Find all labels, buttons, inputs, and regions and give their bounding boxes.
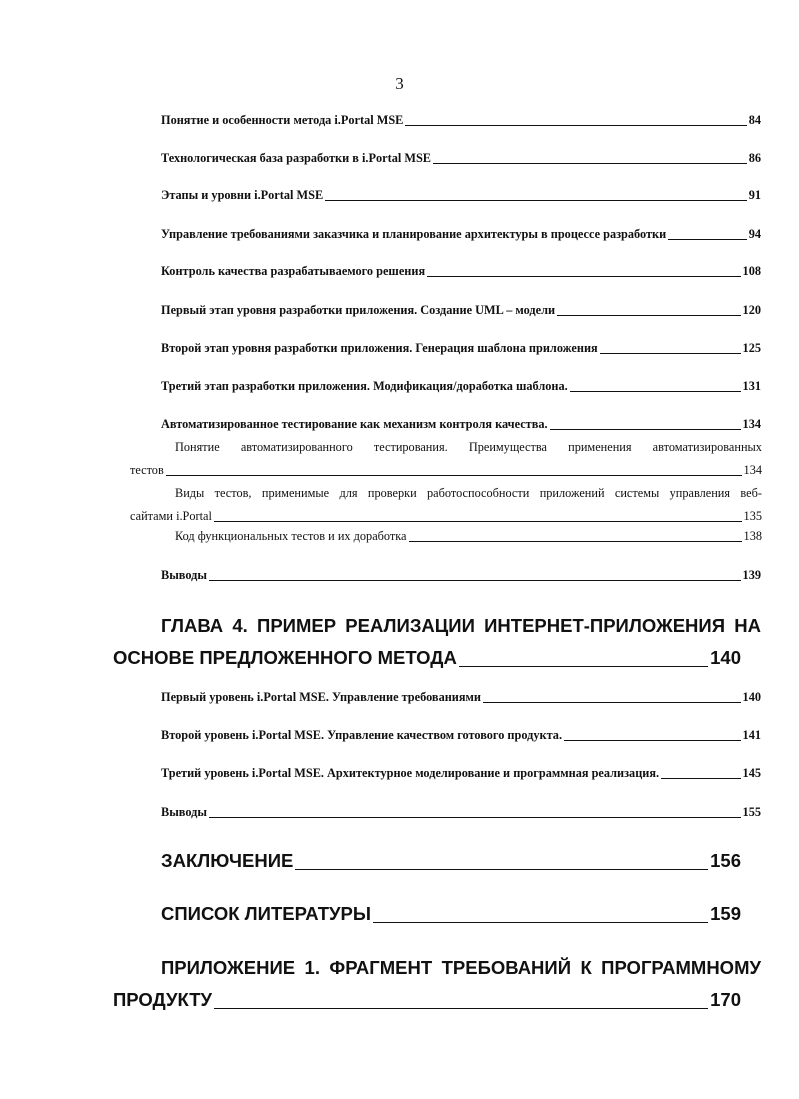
- toc-subentry[interactable]: [130, 486, 762, 524]
- toc-chapter-leader: [214, 1008, 708, 1009]
- toc-chapter-leader: [373, 922, 708, 923]
- word: Виды: [175, 486, 205, 500]
- toc-entry-title: Третий этап разработки приложения. Модификация/доработка шаблона.: [161, 379, 568, 393]
- word: ПРОГРАММНОМУ: [601, 957, 761, 978]
- toc-entry-title: Управление требованиями заказчика и планирование архитектуры в процессе разработки: [161, 227, 667, 241]
- toc-entry-leader: [427, 276, 740, 277]
- toc-chapter-title: ПРОДУКТУ: [113, 989, 213, 1010]
- toc-entry-page: 139: [742, 568, 761, 582]
- toc-subentry-title: сайтами i.Portal: [130, 509, 212, 523]
- toc-subentry[interactable]: [130, 440, 762, 478]
- word: К: [580, 957, 592, 978]
- toc-entry[interactable]: [161, 766, 761, 781]
- toc-subentry-line2: [130, 463, 762, 478]
- toc-subentry-page: 138: [743, 529, 762, 543]
- word: 4.: [232, 615, 248, 636]
- word: применения: [568, 440, 632, 454]
- toc-chapter-leader: [295, 869, 708, 870]
- toc-entry-page: 145: [742, 766, 761, 780]
- toc-entry-title: Контроль качества разрабатываемого решения: [161, 264, 426, 278]
- word: Понятие: [175, 440, 220, 454]
- toc-entry-leader: [325, 200, 747, 201]
- toc-subentry-title: Код функциональных тестов и их доработка: [175, 529, 407, 543]
- toc-entry-page: 94: [748, 227, 761, 241]
- word: Преимущества: [468, 440, 547, 454]
- word: ГЛАВА: [161, 615, 224, 636]
- page-number: 3: [395, 74, 404, 93]
- chapter-line1: [113, 957, 761, 979]
- word: ФРАГМЕНТ: [329, 957, 433, 978]
- toc-appendix-1[interactable]: [113, 957, 761, 1011]
- toc-entry-page: 131: [742, 379, 761, 393]
- toc-entry-leader: [483, 702, 741, 703]
- toc-entry-page: 91: [748, 188, 761, 202]
- toc-entry-page: 140: [742, 690, 761, 704]
- toc-entry-leader: [564, 740, 741, 741]
- toc-entry[interactable]: [161, 341, 761, 356]
- chapter-line1: [113, 615, 761, 637]
- toc-entry-leader: [661, 778, 740, 779]
- toc-entry-leader: [209, 580, 741, 581]
- toc-entry-title: Выводы: [161, 805, 207, 819]
- toc-chapter-title: ОСНОВЕ ПРЕДЛОЖЕННОГО МЕТОДА: [113, 647, 457, 668]
- toc-entry[interactable]: [161, 188, 761, 203]
- word: ПРИЛОЖЕНИЕ: [161, 957, 296, 978]
- chapter-line2: [113, 647, 741, 669]
- toc-entry-leader: [557, 315, 740, 316]
- toc-subentry-leader: [409, 541, 742, 542]
- toc-subentry-line2: [130, 509, 762, 524]
- word: ПРИМЕР: [257, 615, 337, 636]
- toc-entry-title: Первый этап уровня разработки приложения. Создание UML – модели: [161, 303, 556, 317]
- word: автоматизированных: [652, 440, 762, 454]
- toc-references[interactable]: [161, 903, 741, 925]
- word: ИНТЕРНЕТ-ПРИЛОЖЕНИЯ: [484, 615, 725, 636]
- toc-entry-page: 125: [742, 341, 761, 355]
- toc-entry-page: 108: [742, 264, 761, 278]
- word: управления: [669, 486, 731, 500]
- toc-chapter-title: ЗАКЛЮЧЕНИЕ: [161, 850, 294, 871]
- toc-entry-title: Первый уровень i.Portal MSE. Управление требованиями: [161, 690, 482, 704]
- toc-entry-conclusions[interactable]: [161, 568, 761, 583]
- toc-subentry-line1: [130, 440, 762, 455]
- toc-entry-title: Второй уровень i.Portal MSE. Управление качеством готового продукта.: [161, 728, 563, 742]
- word: применимые: [261, 486, 330, 500]
- toc-entry-leader: [600, 353, 741, 354]
- toc-subentry-leader: [214, 521, 742, 522]
- word: РЕАЛИЗАЦИИ: [345, 615, 475, 636]
- toc-entry[interactable]: [161, 728, 761, 743]
- word: 1.: [304, 957, 320, 978]
- word: работоспособности: [427, 486, 530, 500]
- toc-chapter-page: 170: [710, 989, 741, 1010]
- toc-chapter-page: 140: [710, 647, 741, 668]
- toc-entry[interactable]: [161, 227, 761, 242]
- toc-conclusion[interactable]: [161, 850, 741, 872]
- word: НА: [734, 615, 761, 636]
- toc-entry-title: Третий уровень i.Portal MSE. Архитектурное моделирование и программная реализация.: [161, 766, 660, 780]
- toc-entry-page: 134: [742, 417, 761, 431]
- toc-entry-leader: [209, 817, 741, 818]
- toc-entry-page: 141: [742, 728, 761, 742]
- toc-entry-title: Технологическая база разработки в i.Portal MSE: [161, 151, 431, 165]
- toc-entry-title: Автоматизированное тестирование как механизм контроля качества.: [161, 417, 548, 431]
- toc-subentry[interactable]: [175, 529, 762, 544]
- toc-entry[interactable]: [161, 151, 761, 166]
- toc-entry[interactable]: [161, 805, 761, 820]
- toc-entry-leader: [550, 429, 741, 430]
- word: системы: [614, 486, 660, 500]
- toc-entry-page: 120: [742, 303, 761, 317]
- toc-entry-title: Второй этап уровня разработки приложения. Генерация шаблона приложения: [161, 341, 598, 355]
- toc-entry[interactable]: [161, 303, 761, 318]
- toc-entry[interactable]: [161, 379, 761, 394]
- word: ТРЕБОВАНИЙ: [441, 957, 572, 978]
- word: для: [339, 486, 358, 500]
- toc-entry-title: Выводы: [161, 568, 207, 582]
- toc-chapter-4[interactable]: [113, 615, 761, 669]
- word: тестирования.: [373, 440, 448, 454]
- toc-entry-page: 155: [742, 805, 761, 819]
- toc-subentry-line1: [130, 486, 762, 501]
- chapter-line2: [113, 989, 741, 1011]
- toc-entry[interactable]: [161, 113, 761, 128]
- toc-chapter-title: СПИСОК ЛИТЕРАТУРЫ: [161, 903, 372, 924]
- toc-entry[interactable]: [161, 690, 761, 705]
- toc-subentry-title: тестов: [130, 463, 164, 477]
- toc-entry[interactable]: [161, 264, 761, 279]
- toc-subentry-leader: [166, 475, 742, 476]
- toc-entry-leader: [405, 125, 746, 126]
- toc-entry-leader: [570, 391, 741, 392]
- word: проверки: [367, 486, 417, 500]
- toc-chapter-leader: [459, 666, 708, 667]
- toc-subentry-page: 135: [743, 509, 762, 523]
- toc-entry-title: Понятие и особенности метода i.Portal MSE: [161, 113, 404, 127]
- toc-chapter-page: 159: [710, 903, 741, 924]
- word: веб-: [740, 486, 762, 500]
- word: тестов,: [214, 486, 252, 500]
- toc-subentry-page: 134: [743, 463, 762, 477]
- toc-entry-leader: [433, 163, 747, 164]
- toc-entry-leader: [668, 239, 746, 240]
- word: приложений: [539, 486, 605, 500]
- toc-entry-page: 86: [748, 151, 761, 165]
- word: автоматизированного: [240, 440, 353, 454]
- toc-entry[interactable]: [161, 417, 761, 432]
- toc-entry-title: Этапы и уровни i.Portal MSE: [161, 188, 324, 202]
- toc-entry-page: 84: [748, 113, 761, 127]
- toc-chapter-page: 156: [710, 850, 741, 871]
